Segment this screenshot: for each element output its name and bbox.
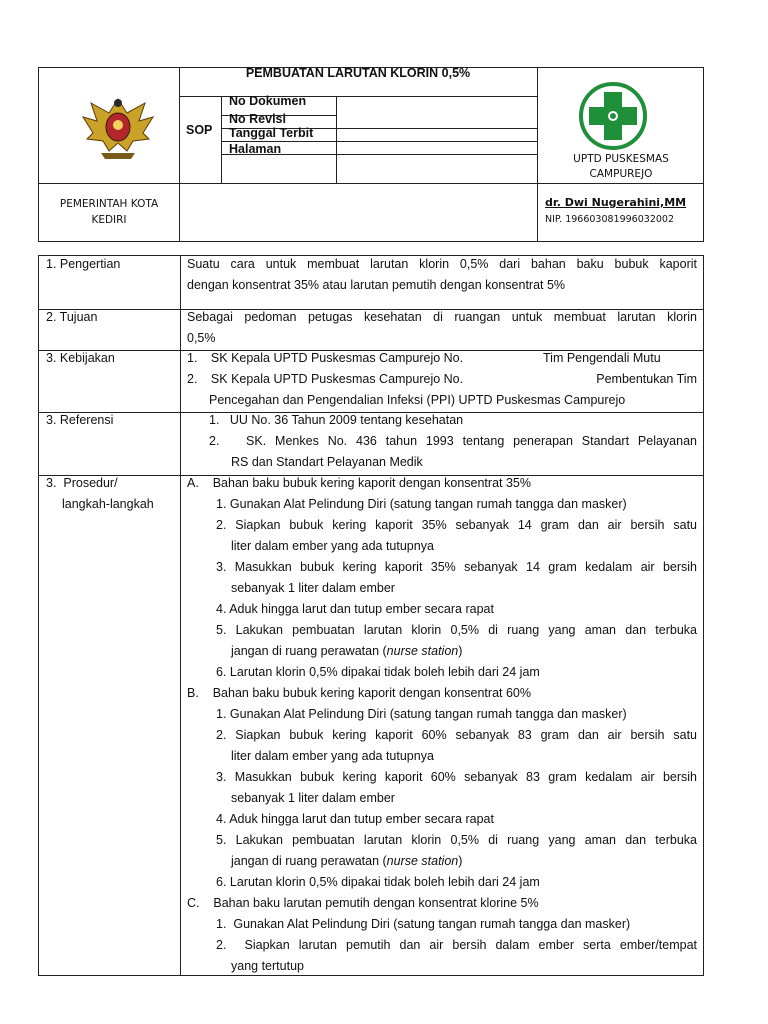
header-divider [537, 68, 538, 241]
row-label-pengertian: 1. Pengertian [46, 257, 121, 271]
puskesmas-logo-icon [577, 80, 649, 152]
row-content-pengertian [187, 254, 697, 296]
row-content-referensi [187, 410, 697, 473]
section-heading-c: C. Bahan baku larutan pemutih dengan konsentrat klorine 5% [187, 896, 539, 910]
right-org-name [539, 152, 703, 182]
step-continuation: liter dalam ember yang ada tutupnya [231, 749, 434, 763]
row-content-prosedur [187, 473, 697, 977]
step-continuation: sebanyak 1 liter dalam ember [231, 791, 395, 805]
kebijakan-item [187, 369, 697, 390]
meta-label-no-revisi: No Revisi [229, 112, 286, 126]
kediri-emblem-icon [79, 93, 157, 165]
section-heading-b: B. Bahan baku bubuk kering kaporit dengan konsentrat 60% [187, 686, 531, 700]
text-line: Pencegahan dan Pengendalian Infeksi (PPI) UPTD Puskesmas Campurejo [209, 393, 626, 407]
step: 4. Aduk hingga larut dan tutup ember secara rapat [216, 602, 494, 616]
item-text: SK Kepala UPTD Puskesmas Campurejo No. [210, 372, 464, 386]
row-content-tujuan [187, 307, 697, 349]
sop-label: SOP [186, 123, 213, 137]
text-line: RS dan Standart Pelayanan Medik [231, 455, 423, 469]
item-text: SK Kepala UPTD Puskesmas Campurejo No. [210, 351, 464, 365]
signatory-nip: NIP. 196603081996032002 [545, 214, 674, 225]
row-label-tujuan: 2. Tujuan [46, 310, 98, 324]
right-org-line: CAMPUREJO [589, 168, 653, 180]
step: 2. Siapkan larutan pemutih dan air bersih dalam ember serta ember/tempat [216, 938, 697, 952]
step: 5. Lakukan pembuatan larutan klorin 0,5% di ruang yang aman dan terbuka [216, 833, 697, 847]
text-span: ) [458, 644, 463, 658]
text-line: 0,5% [187, 331, 216, 345]
item-tail: Tim Pengendali Mutu [543, 351, 661, 365]
header-table [38, 67, 704, 242]
step-continuation: yang tertutup [231, 959, 304, 973]
italic-text: nurse station [386, 854, 459, 868]
row-label-prosedur [46, 473, 154, 515]
label-line: 3. Prosedur/ [46, 476, 118, 490]
signatory-name: dr. Dwi Nugerahini,MM [545, 196, 687, 209]
column-divider [180, 256, 181, 975]
section-heading-a: A. Bahan baku bubuk kering kaporit dengan konsentrat 35% [187, 476, 531, 490]
meta-label-halaman: Halaman [229, 142, 282, 156]
text-span: ) [458, 854, 463, 868]
step-continuation: liter dalam ember yang ada tutupnya [231, 539, 434, 553]
row-label-referensi: 3. Referensi [46, 413, 114, 427]
step: 6. Larutan klorin 0,5% dipakai tidak boleh lebih dari 24 jam [216, 665, 540, 679]
step: 5. Lakukan pembuatan larutan klorin 0,5% di ruang yang aman dan terbuka [216, 623, 697, 637]
text-line: dengan konsentrat 35% atau larutan pemutih dengan konsentrat 5% [187, 278, 566, 292]
step: 1. Gunakan Alat Pelindung Diri (satung tangan rumah tangga dan masker) [216, 707, 627, 721]
header-rule [39, 183, 703, 184]
right-org-line: UPTD PUSKESMAS [573, 153, 669, 165]
step: 1. Gunakan Alat Pelindung Diri (satung tangan rumah tangga dan masker) [216, 497, 627, 511]
document-title: PEMBUATAN LARUTAN KLORIN 0,5% [245, 66, 471, 80]
item-tail: Pembentukan Tim [596, 372, 697, 386]
sop-body-table [38, 255, 704, 976]
left-org-line: PEMERINTAH KOTA [59, 198, 159, 210]
item-number: 1. [187, 351, 198, 365]
text-line: 2. SK. Menkes No. 436 tahun 1993 tentang penerapan Standart Pelayanan [209, 434, 697, 448]
italic-text: nurse station [386, 644, 459, 658]
kebijakan-item [187, 348, 697, 369]
step-continuation [187, 641, 697, 662]
step: 3. Masukkan bubuk kering kaporit 60% sebanyak 83 gram kedalam air bersih [216, 770, 697, 784]
row-content-kebijakan [187, 348, 697, 411]
row-label-kebijakan: 3. Kebijakan [46, 351, 115, 365]
step: 3. Masukkan bubuk kering kaporit 35% sebanyak 14 gram kedalam air bersih [216, 560, 697, 574]
step: 6. Larutan klorin 0,5% dipakai tidak boleh lebih dari 24 jam [216, 875, 540, 889]
step-continuation [187, 851, 697, 872]
step: 1. Gunakan Alat Pelindung Diri (satung tangan rumah tangga dan masker) [216, 917, 631, 931]
text-span: jangan di ruang perawatan ( [231, 644, 387, 658]
header-divider [336, 97, 337, 183]
left-org-name [39, 196, 179, 228]
meta-label-no-dokumen: No Dokumen [229, 94, 307, 108]
text-line: Suatu cara untuk membuat larutan klorin 0,5% dari bahan baku bubuk kaporit [187, 257, 697, 271]
header-divider [179, 68, 180, 241]
item-number: 2. [187, 372, 198, 386]
step-continuation: sebanyak 1 liter dalam ember [231, 581, 395, 595]
step: 2. Siapkan bubuk kering kaporit 35% sebanyak 14 gram dan air bersih satu [216, 518, 697, 532]
left-org-line: KEDIRI [91, 214, 127, 226]
step: 4. Aduk hingga larut dan tutup ember secara rapat [216, 812, 494, 826]
header-divider [221, 97, 222, 183]
meta-label-tanggal-terbit: Tanggal Terbit [229, 126, 314, 140]
text-span: jangan di ruang perawatan ( [231, 854, 387, 868]
text-line: 1. UU No. 36 Tahun 2009 tentang kesehatan [209, 413, 464, 427]
step: 2. Siapkan bubuk kering kaporit 60% sebanyak 83 gram dan air bersih satu [216, 728, 697, 742]
text-line: Sebagai pedoman petugas kesehatan di ruangan untuk membuat larutan klorin [187, 310, 697, 324]
label-line: langkah-langkah [62, 497, 154, 511]
